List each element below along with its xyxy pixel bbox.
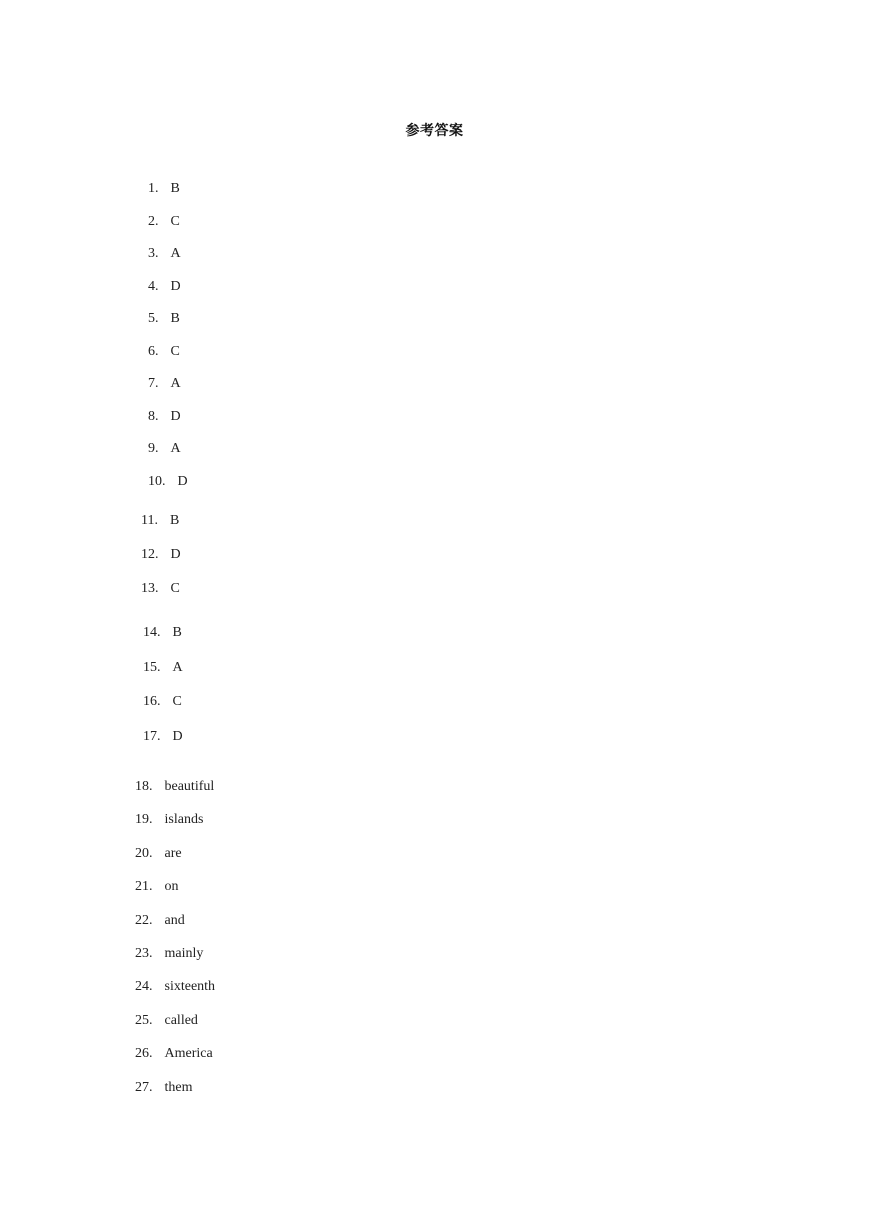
- answer-item: [148, 213, 180, 231]
- answer-number: 19.: [135, 812, 153, 827]
- answer-item: [135, 978, 215, 996]
- answer-item: [135, 811, 203, 829]
- answer-item: [148, 180, 180, 198]
- answer-value: are: [164, 846, 182, 861]
- answer-number: 8.: [148, 409, 159, 424]
- answer-item: [148, 408, 181, 426]
- answer-number: 6.: [148, 344, 159, 359]
- answer-item: [148, 245, 181, 263]
- answer-number: 15.: [143, 660, 161, 675]
- answer-number: 27.: [135, 1080, 153, 1095]
- answer-number: 20.: [135, 846, 153, 861]
- answer-number: 13.: [141, 581, 159, 596]
- answer-value: B: [170, 311, 180, 326]
- answer-value: B: [172, 625, 182, 640]
- answer-item: [148, 375, 181, 393]
- answer-number: 1.: [148, 181, 159, 196]
- page-title: 参考答案: [405, 123, 464, 139]
- answer-value: America: [164, 1046, 213, 1061]
- answer-item: [135, 1012, 198, 1030]
- answer-value: mainly: [164, 946, 204, 961]
- answer-value: D: [177, 474, 188, 489]
- answer-value: A: [170, 441, 181, 456]
- answer-value: sixteenth: [164, 979, 216, 994]
- answer-item: [135, 912, 185, 930]
- answer-item: [135, 878, 179, 896]
- answer-number: 12.: [141, 547, 159, 562]
- answer-number: 22.: [135, 913, 153, 928]
- answer-value: them: [164, 1080, 193, 1095]
- answer-number: 25.: [135, 1013, 153, 1028]
- answer-value: beautiful: [164, 779, 215, 794]
- answer-item: [143, 659, 183, 677]
- answer-number: 18.: [135, 779, 153, 794]
- answer-item: [143, 728, 183, 746]
- answer-value: B: [170, 181, 180, 196]
- answer-number: 10.: [148, 474, 166, 489]
- answer-item: [143, 624, 182, 642]
- answer-number: 21.: [135, 879, 153, 894]
- answer-value: C: [170, 214, 180, 229]
- answer-item: [148, 440, 181, 458]
- answer-value: on: [164, 879, 179, 894]
- answer-value: C: [172, 694, 182, 709]
- answer-number: 9.: [148, 441, 159, 456]
- answer-item: [148, 473, 188, 491]
- answer-number: 3.: [148, 246, 159, 261]
- answer-number: 23.: [135, 946, 153, 961]
- answer-number: 26.: [135, 1046, 153, 1061]
- answer-value: A: [170, 376, 181, 391]
- answer-item: [141, 546, 181, 564]
- answer-item: [148, 343, 180, 361]
- answer-value: C: [170, 581, 180, 596]
- answer-number: 7.: [148, 376, 159, 391]
- answer-number: 11.: [141, 513, 158, 528]
- answer-value: A: [170, 246, 181, 261]
- answer-item: [135, 945, 203, 963]
- answer-value: islands: [164, 812, 204, 827]
- answer-number: 24.: [135, 979, 153, 994]
- answer-number: 5.: [148, 311, 159, 326]
- answer-item: [141, 512, 179, 530]
- answer-number: 4.: [148, 279, 159, 294]
- answer-item: [135, 1045, 213, 1063]
- answer-value: D: [170, 547, 181, 562]
- answer-value: and: [164, 913, 185, 928]
- answer-number: 2.: [148, 214, 159, 229]
- answer-value: D: [172, 729, 183, 744]
- answer-item: [148, 310, 180, 328]
- answer-value: called: [164, 1013, 198, 1028]
- answer-item: [135, 1079, 193, 1097]
- answer-value: D: [170, 279, 181, 294]
- answer-item: [143, 693, 182, 711]
- answer-number: 16.: [143, 694, 161, 709]
- answer-value: D: [170, 409, 181, 424]
- answer-item: [148, 278, 181, 296]
- answer-item: [135, 845, 182, 863]
- answer-number: 14.: [143, 625, 161, 640]
- answer-item: [135, 778, 214, 796]
- answer-number: 17.: [143, 729, 161, 744]
- answer-value: B: [169, 513, 180, 528]
- answer-value: A: [172, 660, 183, 675]
- answer-value: C: [170, 344, 180, 359]
- answer-item: [141, 580, 180, 598]
